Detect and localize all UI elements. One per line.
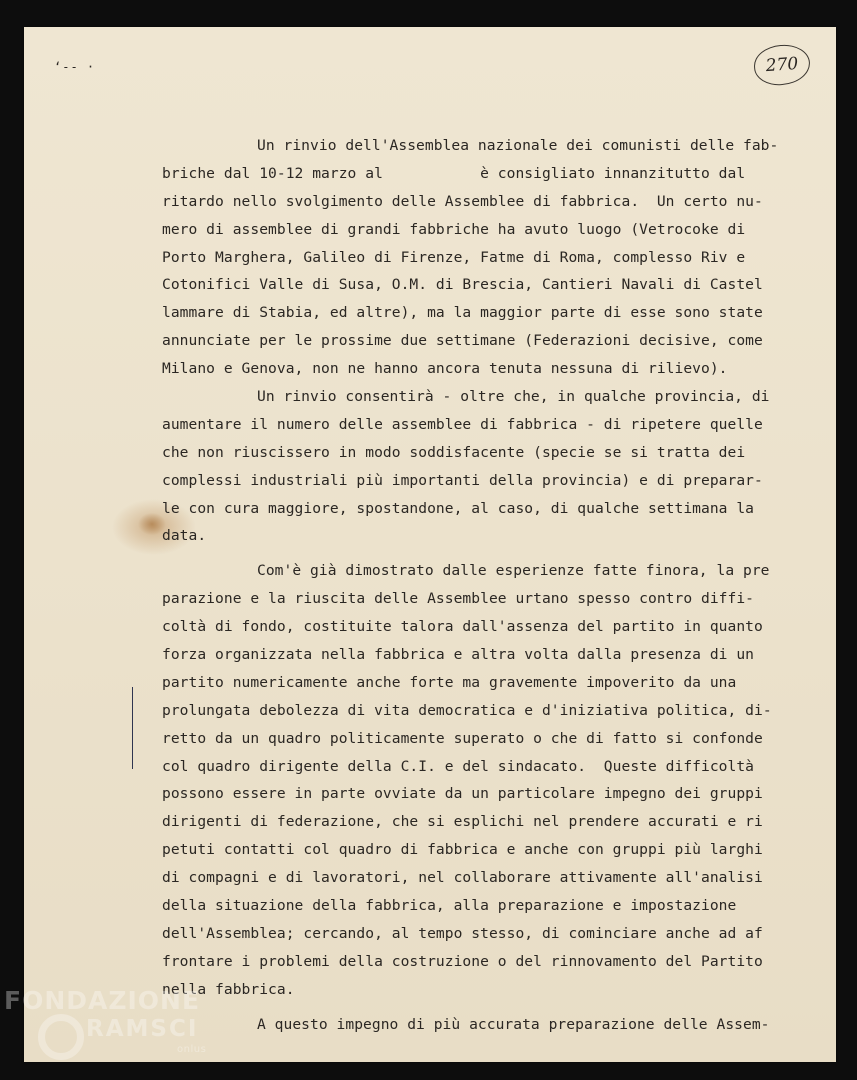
text-line: Un rinvio dell'Assemblea nazionale dei comunisti delle fab- [257, 137, 779, 154]
watermark-line-1: FONDAZIONE [4, 986, 201, 1015]
text-line: coltà di fondo, costituite talora dall'assenza del partito in quanto [162, 618, 763, 636]
text-line: retto da un quadro politicamente superato o che di fatto si confonde [162, 729, 763, 747]
handwritten-page-number: 270 [753, 43, 812, 87]
text-line: aumentare il numero delle assemblee di fabbrica - di ripetere quelle [162, 415, 763, 433]
text-line: prolungata debolezza di vita democratica e d'iniziativa politica, di- [162, 701, 772, 719]
corner-mark: ‘-- · [54, 60, 96, 74]
text-line: possono essere in parte ovviate da un particolare impegno dei gruppi [162, 785, 763, 803]
watermark-onlus: onlus [177, 1044, 207, 1055]
text-line: A questo impegno di più accurata preparazione delle Assem- [257, 1015, 770, 1033]
text-line: forza organizzata nella fabbrica e altra volta dalla presenza di un [162, 646, 755, 664]
typewritten-body [162, 132, 832, 1039]
text-line: lammare di Stabia, ed altre), ma la maggior parte di esse sono state [162, 304, 763, 322]
text-line: che non riuscissero in modo soddisfacente (specie se si tratta dei [162, 443, 746, 461]
text-line: frontare i problemi della costruzione o del rinnovamento del Partito [162, 952, 763, 970]
text-line: di compagni e di lavoratori, nel collaborare attivamente all'analisi [162, 869, 763, 887]
text-line: parazione e la riuscita delle Assemblee urtano spesso contro diffi- [162, 590, 755, 608]
text-line: Porto Marghera, Galileo di Firenze, Fatme di Roma, complesso Riv e [162, 248, 746, 266]
text-line: ritardo nello svolgimento delle Assemblee di fabbrica. Un certo nu- [162, 192, 763, 210]
paragraph-gap [162, 1004, 832, 1011]
text-line: Com'è già dimostrato dalle esperienze fatte finora, la pre [257, 562, 770, 580]
text-line: della situazione della fabbrica, alla preparazione e impostazione [162, 897, 737, 915]
text-line: Milano e Genova, non ne hanno ancora tenuta nessuna di rilievo). [162, 360, 728, 378]
paragraph-gap [162, 550, 832, 557]
text-line: data. [162, 527, 207, 545]
text-line: Cotonifici Valle di Susa, O.M. di Brescia, Cantieri Navali di Castel [162, 276, 763, 294]
text-line: briche dal 10-12 marzo al è consigliato innanzitutto dal [162, 164, 746, 182]
gramsci-g-logo-icon [38, 1014, 84, 1060]
text-line: complessi industriali più importanti della provincia) e di preparar- [162, 471, 763, 489]
watermark-line-2: RAMSCI [86, 1016, 199, 1042]
document-page [24, 27, 836, 1062]
text-line: dell'Assemblea; cercando, al tempo stesso, di cominciare anche ad af [162, 924, 763, 942]
text-line: Un rinvio consentirà - oltre che, in qualche provincia, di [257, 388, 770, 406]
text-line: mero di assemblee di grandi fabbriche ha avuto luogo (Vetrocoke di [162, 220, 746, 238]
text-line: annunciate per le prossime due settimane (Federazioni decisive, come [162, 332, 763, 350]
fondazione-gramsci-watermark [4, 986, 244, 1076]
margin-pencil-mark [132, 687, 139, 769]
text-line: le con cura maggiore, spostandone, al caso, di qualche settimana la [162, 499, 755, 517]
text-line: petuti contatti col quadro di fabbrica e anche con gruppi più larghi [162, 841, 763, 859]
text-line: partito numericamente anche forte ma gravemente impoverito da una [162, 673, 737, 691]
text-line: nella fabbrica. [162, 980, 295, 998]
text-line: col quadro dirigente della C.I. e del sindacato. Queste difficoltà [162, 757, 755, 775]
text-line: dirigenti di federazione, che si esplichi nel prendere accurati e ri [162, 813, 763, 831]
